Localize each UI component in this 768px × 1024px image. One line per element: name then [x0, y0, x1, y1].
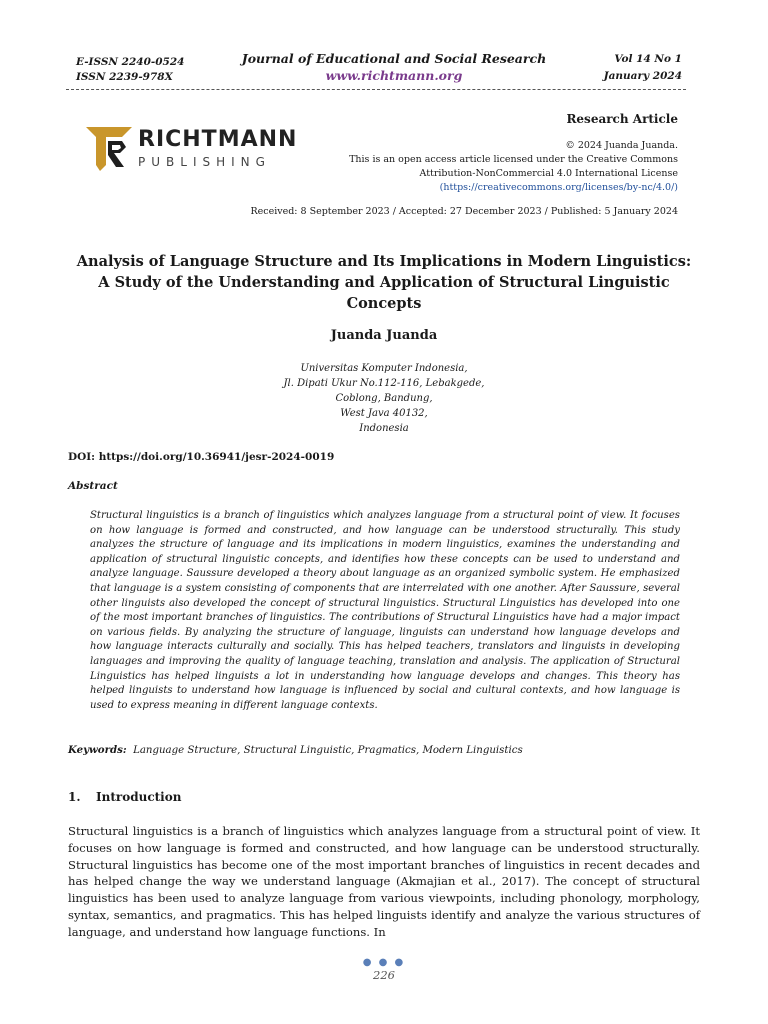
article-type: Research Article [566, 112, 678, 126]
title-line-3: Concepts [346, 295, 422, 312]
license-link[interactable]: (https://creativecommons.org/licenses/by-nc/4.0/) [439, 182, 678, 193]
title-line-2: A Study of the Understanding and Application of Structural Linguistic [98, 274, 670, 291]
license-block [258, 139, 678, 195]
keywords-label: Keywords: [68, 744, 127, 756]
issue-date: January 2024 [603, 70, 682, 82]
logo-name: RICHTMANN [138, 127, 298, 152]
license-line-1: This is an open access article licensed under the Creative Commons [349, 154, 678, 165]
article-title [66, 251, 702, 314]
abstract-text: Structural linguistics is a branch of linguistics which analyzes language from a structural point of view. It focuses on how language is formed and constructed, and how language can be understood structurally. This study analyzes the structure of language and its implications in modern linguistics, examines the understanding and application of structural linguistic concepts, and identifies how these concepts can be used to understand and analyze language. Saussure developed a theory about language as an organized symbolic system. He emphasized that language is a system consisting of components that are interrelated with one another. After Saussure, several other linguists also developed the concept of structural linguistics. Structural Linguistics has developed into one of the most important branches of linguistics. The contributions of Structural Linguistics have had a major impact on various fields. By analyzing the structure of language, linguists can understand how language develops and how language interacts culturally and socially. This has helped teachers, translators and linguists in developing languages and improving the quality of language teaching, translation and analysis. The application of Structural Linguistics has helped linguists a lot in understanding how language develops and changes. This theory has helped linguists to understand how language is influenced by social and cultural contexts, and how language is used to express meaning in different language contexts. [90, 510, 680, 711]
section-heading-introduction [68, 790, 181, 804]
journal-title: Journal of Educational and Social Research [241, 51, 547, 66]
section-title: Introduction [96, 790, 182, 804]
volume: Vol 14 No 1 [614, 53, 682, 65]
affiliation-line: West Java 40132, [340, 408, 428, 419]
keywords-list: Language Structure, Structural Linguistic, Pragmatics, Modern Linguistics [133, 745, 523, 756]
affiliation-line: Indonesia [359, 423, 409, 434]
affiliation-line: Jl. Dipati Ukur No.112-116, Lebakgede, [283, 378, 485, 389]
license-line-2: Attribution-NonCommercial 4.0 International License [419, 168, 678, 179]
copyright: © 2024 Juanda Juanda. [565, 140, 678, 151]
publication-dates: Received: 8 September 2023 / Accepted: 27 December 2023 / Published: 5 January 2024 [250, 206, 678, 217]
affiliation-line: Universitas Komputer Indonesia, [300, 363, 468, 374]
page-footer [0, 958, 768, 982]
footer-dots-icon: ● ● ● [362, 957, 406, 968]
author-name: Juanda Juanda [330, 328, 438, 343]
abstract-heading: Abstract [68, 480, 118, 492]
introduction-paragraph: Structural linguistics is a branch of linguistics which analyzes language from a structural point of view. It focuses on how language is formed and constructed, and how language can be understood structurally. Structural linguistics has become one of the most important branches of linguistics in recent decades and has helped change the way we understand language (Akmajian et al., 2017). The concept of structural linguistics has been used to analyze language from various viewpoints, including phonology, morphology, syntax, semantics, and pragmatics. This has helped linguists identify and analyze the various structures of language, and understand how language functions. In [68, 824, 700, 939]
logo-subtitle: PUBLISHING [138, 155, 271, 169]
page-number: 226 [373, 968, 395, 982]
journal-url-link[interactable]: www.richtmann.org [325, 68, 463, 83]
journal-header [200, 50, 588, 84]
keywords [68, 744, 523, 756]
issn-block [76, 55, 184, 85]
section-number: 1. [68, 790, 81, 804]
title-line-1: Analysis of Language Structure and Its Implications in Modern Linguistics: [76, 253, 692, 270]
volume-block [560, 51, 682, 85]
header-divider [66, 89, 686, 90]
richtmann-emblem-icon [82, 121, 138, 177]
affiliation-line: Coblong, Bandung, [335, 393, 433, 404]
doi-link[interactable]: DOI: https://doi.org/10.36941/jesr-2024-0019 [68, 451, 335, 463]
eissn: E-ISSN 2240-0524 [76, 56, 185, 68]
issn: ISSN 2239-978X [76, 71, 173, 83]
affiliation [66, 361, 702, 436]
